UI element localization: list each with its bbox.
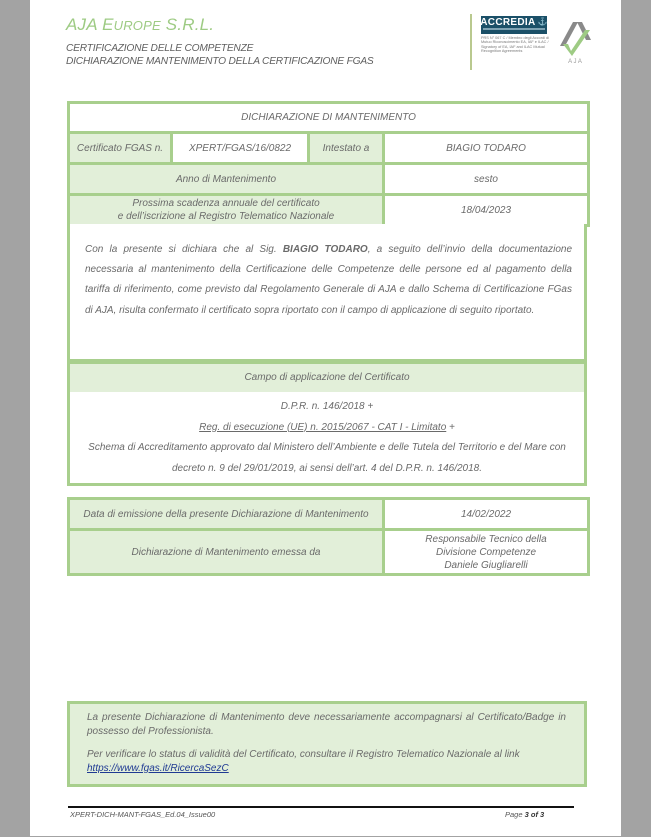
aja-logo-icon [557,18,593,64]
year-value: sesto [384,164,589,195]
footer-rule [68,806,574,808]
accredia-details: PRS N° 067 C / Membro degli Accordi di Mutuo Riconoscimento EA, IAF e ILAC / Signatory of EA, IAF and ILAC Mutual Recognition Agreements [481,36,549,54]
declaration-box [67,224,587,362]
expiry-value: 18/04/2023 [384,195,589,226]
document-page [30,0,621,836]
maintenance-table [67,101,590,227]
scope-header: Campo di applicazione del Certificato [67,361,587,395]
header-divider [470,14,472,70]
notice-para-2: Per verificare lo status di validità del Certificato, consultare il Registro Telematico Nazionale al link https://www.fgas.it/RicercaSezC [87,749,520,774]
notice-para-1: La presente Dichiarazione di Mantenimento deve necessariamente accompagnarsi al Certificato/Badge in possesso del Professionista. [87,712,566,737]
issue-date-value: 14/02/2022 [384,499,589,530]
scope-line-4: decreto n. 9 del 29/01/2019, ai sensi dell’art. 4 del D.P.R. n. 146/2018. [171,462,483,474]
holder-label: Intestato a [309,133,384,164]
doc-code: XPERT-DICH-MANT-FGAS_Ed.04_Issue00 [70,810,216,819]
notice-box [67,701,587,787]
cert-value: XPERT/FGAS/16/0822 [172,133,309,164]
declaration-text: Con la presente si dichiara che al Sig. BIAGIO TODARO, a seguito dell’invio della documentazione necessaria al mantenimento della Certificazione delle Competenze delle persone ed al pagamento della tariffa di riferimento, come previsto dal Regolamento Generale di AJA e dallo Schema di Certificazione FGas di AJA, risulta confermato il certificato sopra riportato con il campo di applicazione di seguito riportato. [85,244,573,316]
company-name: AJA EUROPE S.R.L. [66,15,215,34]
issue-table [67,497,590,576]
table-title: DICHIARAZIONE DI MANTENIMENTO [69,103,589,133]
year-label: Anno di Mantenimento [69,164,384,195]
svg-text:A J A: A J A [568,59,582,64]
scope-line-3: Schema di Accreditamento approvato dal Ministero dell’Ambiente e delle Tutela del Territorio e del Mare con [88,442,566,453]
scope-line-2: Reg. di esecuzione (UE) n. 2015/2067 - CAT I - Limitato + [199,421,455,433]
issuer-value: Responsabile Tecnico della Divisione Competenze Daniele Giugliarelli [384,530,589,575]
fgas-registry-link[interactable]: https://www.fgas.it/RicercaSezC [87,763,229,774]
scope-line-1: D.P.R. n. 146/2018 + [280,401,374,412]
subtitle-competenze: CERTIFICAZIONE DELLE COMPETENZE [66,43,254,54]
page-number: Page 3 of 3 [505,810,545,819]
subtitle-dichiarazione: DICHIARAZIONE MANTENIMENTO DELLA CERTIFICAZIONE FGAS [66,56,374,67]
expiry-label: Prossima scadenza annuale del certificato e dell’iscrizione al Registro Telematico Nazionale [69,195,384,226]
holder-value: BIAGIO TODARO [384,133,589,164]
issue-date-label: Data di emissione della presente Dichiarazione di Mantenimento [69,499,384,530]
scope-body [67,392,587,486]
accredia-logo: ACCREDIA ⚓ [481,16,547,34]
issuer-label: Dichiarazione di Mantenimento emessa da [69,530,384,575]
cert-label: Certificato FGAS n. [69,133,172,164]
